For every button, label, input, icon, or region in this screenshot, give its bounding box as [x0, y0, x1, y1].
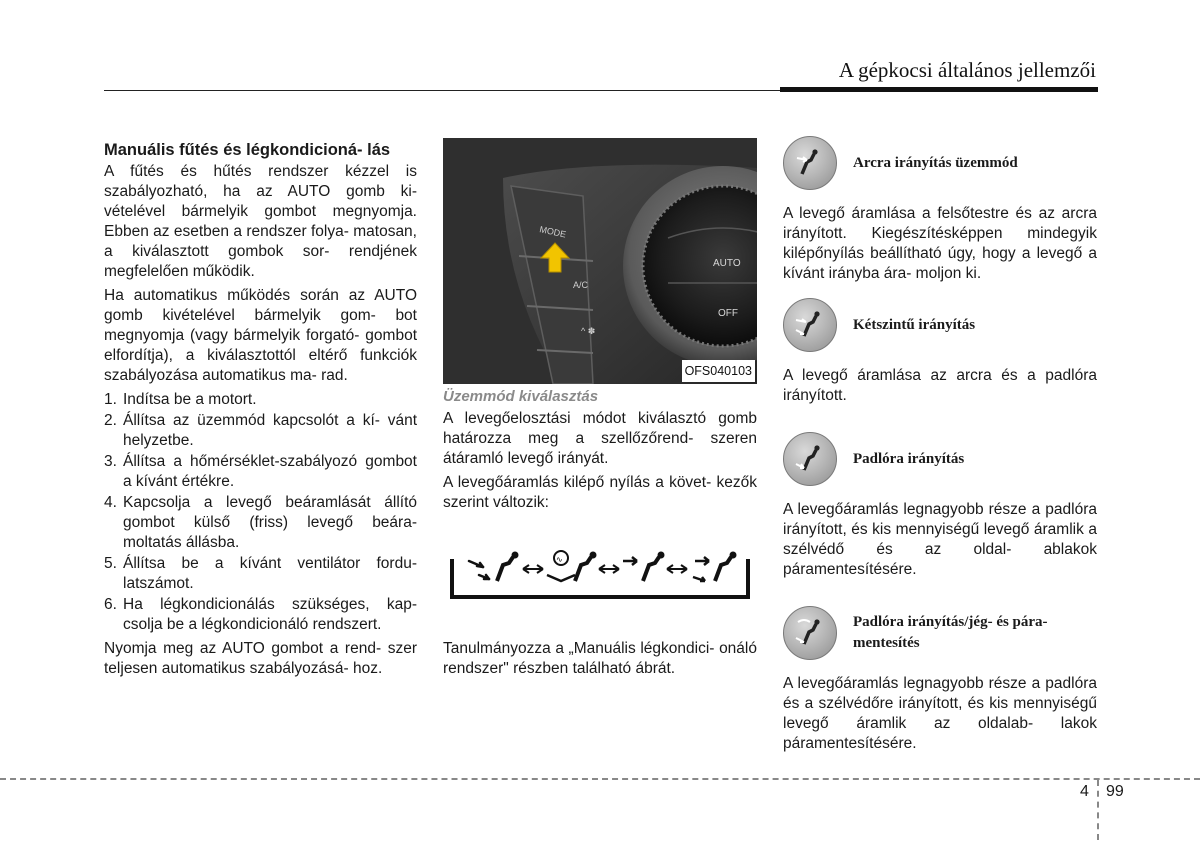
closing-paragraph: Nyomja meg az AUTO gombot a rend- szer teljesen automatikus szabályozásá- hoz. — [104, 640, 417, 677]
intro-paragraph: A fűtés és hűtés rendszer kézzel is szabályozható, ha az AUTO gomb ki- vételével bármelyik gombot megnyomja. Ebben az esetben a rendszer folya- matosan, a kiválasztott gombok sor- rendjének megfelelően működik. — [104, 163, 417, 280]
bilevel-vent-icon — [783, 298, 837, 352]
face-vent-icon — [783, 136, 837, 190]
mode-title: Kétszintű irányítás — [853, 316, 976, 333]
header-rule-thin — [104, 90, 780, 91]
page-header-title: A gépkocsi általános jellemzői — [838, 58, 1096, 82]
mode-title: Arcra irányítás üzemmód — [853, 154, 1018, 171]
mode-text: A levegőáramlás legnagyobb része a padlóra és a szélvédőre irányított, és kis mennyiségű levegő áramlik az oldalab- lakok páramentesítésére. — [783, 675, 1097, 752]
mode-text: A levegőáramlás legnagyobb része a padlóra irányított, és kis mennyiségű levegő áramlik a szélvédő és az oldal- ablakok páramentesítésére. — [783, 501, 1097, 578]
svg-text:∿: ∿ — [556, 555, 563, 564]
svg-text:^ ✽: ^ ✽ — [581, 326, 596, 336]
airflow-description: A levegőáramlás kilépő nyílás a követ- kezők szerint változik: — [443, 474, 757, 511]
step-item: 4. Kapcsolja a levegő beáramlását állító gombot külső (friss) levegő beára- moltatás állásba. — [104, 494, 417, 551]
mode-text: A levegő áramlása az arcra és a padlóra irányított. — [783, 367, 1097, 404]
page-number: 99 — [1106, 783, 1124, 800]
auto-button-label: AUTO — [713, 258, 741, 269]
chapter-number: 4 — [1080, 783, 1089, 800]
middle-column — [443, 138, 757, 683]
auto-paragraph: Ha automatikus működés során az AUTO gomb kivételével bármelyik gom- bot megnyomja (vagy bármelyik forgató- gombot elfordítja), a kiválasztottól eltérő funkciók szabályozása automatikus ma- rad. — [104, 287, 417, 384]
photo-caption: Üzemmód kiválasztás — [443, 388, 599, 405]
steps-list — [104, 390, 417, 635]
step-item: 3. Állítsa a hőmérséklet-szabályozó gombot a kívánt értékre. — [104, 453, 417, 490]
footer-divider — [1097, 780, 1099, 840]
double-arrow-icon — [523, 565, 543, 573]
header-rule-thick — [780, 87, 1098, 92]
step-item: 1. Indítsa be a motort. — [104, 391, 257, 408]
mode-floor — [783, 432, 1097, 580]
reference-paragraph: Tanulmányozza a „Manuális légkondici- onáló rendszer" részben található ábrát. — [443, 640, 757, 677]
step-item: 5. Állítsa be a kívánt ventilátor fordu- latszámot. — [104, 555, 417, 592]
mode-button-label: MODE — [538, 224, 568, 240]
control-panel-illustration — [443, 138, 757, 384]
photo-code: OFS040103 — [682, 360, 755, 382]
mode-text: A levegő áramlása a felsőtestre és az arcra irányított. Kiegészítésképpen mindegyik kilépőnyílás beállítható úgy, hogy a levegő a kívánt irányba ára- moljon ki. — [783, 205, 1097, 282]
mode-title: Padlóra irányítás — [853, 450, 965, 467]
floor-vent-icon — [783, 432, 837, 486]
right-column — [783, 136, 1097, 758]
footer-rule — [0, 778, 1200, 780]
ac-button-label: A/C — [573, 280, 589, 290]
mode-floor-defrost — [783, 606, 1097, 754]
section-heading: Manuális fűtés és légkondicioná- lás — [104, 141, 391, 159]
floor-defrost-icon — [783, 606, 837, 660]
mode-bilevel — [783, 298, 1097, 406]
off-button-label: OFF — [718, 308, 738, 319]
mode-face — [783, 136, 1097, 284]
step-item: 6. Ha légkondicionálás szükséges, kap- csolja be a légkondicionáló rendszert. — [104, 596, 417, 633]
control-panel-photo — [443, 138, 757, 384]
mode-title: Padlóra irányítás/jég- és pára- mentesítés — [853, 614, 1048, 651]
step-item: 2. Állítsa az üzemmód kapcsolót a kí- vánt helyzetbe. — [104, 412, 417, 449]
left-column — [104, 140, 417, 683]
mode-description: A levegőelosztási módot kiválasztó gomb határozza meg a szellőzőrend- szeren átáramló levegő irányát. — [443, 410, 757, 467]
seat-figure-icon — [497, 557, 513, 581]
mode-sequence-diagram — [443, 535, 757, 615]
